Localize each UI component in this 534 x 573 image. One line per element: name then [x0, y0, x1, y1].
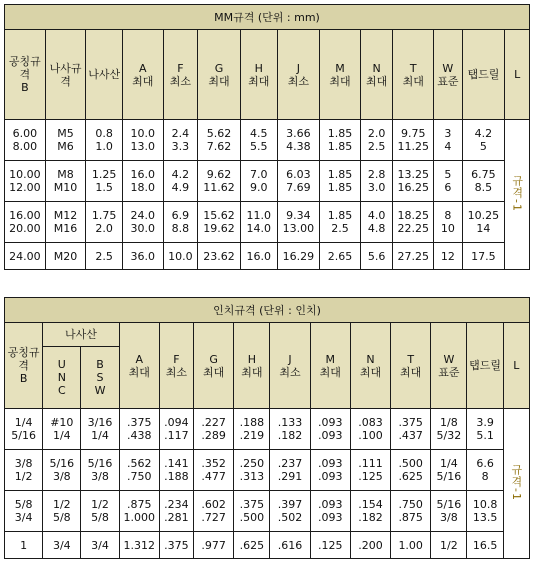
header-tap-drill: 탭드릴 — [467, 323, 503, 409]
table-cell: .093 .093 — [310, 491, 350, 532]
table-cell: .562 .750 — [119, 450, 159, 491]
table-row — [5, 120, 530, 161]
header-tap-drill: 탭드릴 — [462, 30, 505, 120]
table-cell: .133 .182 — [270, 409, 310, 450]
table-cell: .375 — [159, 532, 193, 559]
table-cell: 23.62 — [198, 243, 241, 270]
table-cell: .093 .093 — [310, 450, 350, 491]
table-cell: .602 .727 — [194, 491, 234, 532]
table-cell: 1.312 — [119, 532, 159, 559]
table-cell: 16.00 20.00 — [5, 202, 46, 243]
table-cell: M8 M10 — [45, 161, 86, 202]
table-cell: M12 M16 — [45, 202, 86, 243]
table-cell: 1/2 5/8 — [43, 491, 81, 532]
table-cell: 24.00 — [5, 243, 46, 270]
table-cell: 1/4 5/16 — [431, 450, 467, 491]
table-cell: 5/16 3/8 — [81, 450, 119, 491]
header-a-max: A 최대 — [119, 323, 159, 409]
header-nominal-b: 공칭규격 B — [5, 323, 43, 409]
table-cell: .397 .502 — [270, 491, 310, 532]
mm-table-title: MM규격 (단위 : mm) — [5, 5, 530, 30]
table-cell: .616 — [270, 532, 310, 559]
table-cell: .750 .875 — [391, 491, 431, 532]
table-cell: #10 1/4 — [43, 409, 81, 450]
table-cell: 11.0 14.0 — [240, 202, 277, 243]
table-cell: 1.85 1.85 — [320, 161, 361, 202]
table-cell: 6.9 8.8 — [163, 202, 198, 243]
table-cell: 4.2 5 — [462, 120, 505, 161]
table-cell: 24.0 30.0 — [122, 202, 163, 243]
table-cell: 13.25 16.25 — [393, 161, 434, 202]
table-cell: .875 1.000 — [119, 491, 159, 532]
header-a-max: A 최대 — [122, 30, 163, 120]
header-m-max: M 최대 — [320, 30, 361, 120]
table-cell: 17.5 — [462, 243, 505, 270]
table-cell: 3 4 — [434, 120, 462, 161]
header-t-max: T 최대 — [391, 323, 431, 409]
table-cell: .111 .125 — [350, 450, 390, 491]
table-cell: .625 — [234, 532, 270, 559]
table-cell: 16.5 — [467, 532, 503, 559]
header-thread-group: 나사산 — [43, 323, 119, 347]
table-cell: 36.0 — [122, 243, 163, 270]
table-cell: 5/8 3/4 — [5, 491, 43, 532]
table-cell: 4.5 5.5 — [240, 120, 277, 161]
table-cell: 1 — [5, 532, 43, 559]
table-cell: 9.75 11.25 — [393, 120, 434, 161]
table-cell: 4.2 4.9 — [163, 161, 198, 202]
header-h-max: H 최대 — [240, 30, 277, 120]
table-cell: 3/16 1/4 — [81, 409, 119, 450]
table-cell: 6.03 7.69 — [277, 161, 320, 202]
header-w-std: W 표준 — [434, 30, 462, 120]
table-cell: .237 .291 — [270, 450, 310, 491]
header-m-max: M 최대 — [310, 323, 350, 409]
table-cell: 5.62 7.62 — [198, 120, 241, 161]
mm-spec-table — [4, 4, 530, 270]
table-cell: 3/8 1/2 — [5, 450, 43, 491]
table-cell: 2.4 3.3 — [163, 120, 198, 161]
table-cell: 5 6 — [434, 161, 462, 202]
table-cell: 10.0 13.0 — [122, 120, 163, 161]
table-row — [5, 450, 530, 491]
table-cell: .977 — [194, 532, 234, 559]
l-note: 규격-1 — [510, 174, 524, 212]
table-row — [5, 532, 530, 559]
header-l: L — [503, 323, 529, 409]
table-cell: 5/16 3/8 — [431, 491, 467, 532]
table-cell: .188 .219 — [234, 409, 270, 450]
header-bsw: B S W — [81, 347, 119, 409]
table-cell: 12 — [434, 243, 462, 270]
inch-spec-table — [4, 297, 530, 559]
table-cell: 10.00 12.00 — [5, 161, 46, 202]
table-cell: .375 .438 — [119, 409, 159, 450]
header-n-max: N 최대 — [360, 30, 393, 120]
table-cell: 2.0 2.5 — [360, 120, 393, 161]
table-cell: 5/16 3/8 — [43, 450, 81, 491]
header-g-max: G 최대 — [198, 30, 241, 120]
header-f-min: F 최소 — [159, 323, 193, 409]
header-unc: U N C — [43, 347, 81, 409]
table-cell: 1/8 5/32 — [431, 409, 467, 450]
header-t-max: T 최대 — [393, 30, 434, 120]
table-cell: .083 .100 — [350, 409, 390, 450]
table-cell: 6.75 8.5 — [462, 161, 505, 202]
table-cell: 2.65 — [320, 243, 361, 270]
table-cell: .250 .313 — [234, 450, 270, 491]
table-cell: M5 M6 — [45, 120, 86, 161]
table-cell: 9.62 11.62 — [198, 161, 241, 202]
table-cell: 6.00 8.00 — [5, 120, 46, 161]
table-cell: 2.8 3.0 — [360, 161, 393, 202]
table-cell: 4.0 4.8 — [360, 202, 393, 243]
table-cell: 3/4 — [43, 532, 81, 559]
table-cell: 1/4 5/16 — [5, 409, 43, 450]
table-cell: 3.9 5.1 — [467, 409, 503, 450]
table-cell: 10.8 13.5 — [467, 491, 503, 532]
table-cell: 16.0 18.0 — [122, 161, 163, 202]
table-cell: 8 10 — [434, 202, 462, 243]
table-cell: .227 .289 — [194, 409, 234, 450]
table-row — [5, 491, 530, 532]
table-cell: .141 .188 — [159, 450, 193, 491]
header-j-min: J 최소 — [277, 30, 320, 120]
table-cell: 9.34 13.00 — [277, 202, 320, 243]
table-cell: M20 — [45, 243, 86, 270]
table-cell: 1.25 1.5 — [86, 161, 123, 202]
table-cell: 7.0 9.0 — [240, 161, 277, 202]
header-l: L — [505, 30, 530, 120]
table-cell: .154 .182 — [350, 491, 390, 532]
header-w-std: W 표준 — [431, 323, 467, 409]
table-cell: 1.75 2.0 — [86, 202, 123, 243]
table-row — [5, 243, 530, 270]
table-cell: .125 — [310, 532, 350, 559]
table-cell: 6.6 8 — [467, 450, 503, 491]
table-cell: .375 .500 — [234, 491, 270, 532]
table-row — [5, 161, 530, 202]
table-cell: .500 .625 — [391, 450, 431, 491]
table-cell: 16.29 — [277, 243, 320, 270]
header-f-min: F 최소 — [163, 30, 198, 120]
table-cell: 1.85 2.5 — [320, 202, 361, 243]
table-cell: .352 .477 — [194, 450, 234, 491]
header-thread-pitch: 나사산 — [86, 30, 123, 120]
table-cell: .234 .281 — [159, 491, 193, 532]
inch-table-title: 인치규격 (단위 : 인치) — [5, 298, 530, 323]
table-cell: .375 .437 — [391, 409, 431, 450]
header-nominal-b: 공칭규격 B — [5, 30, 46, 120]
table-cell: 15.62 19.62 — [198, 202, 241, 243]
table-cell: .200 — [350, 532, 390, 559]
table-cell: 27.25 — [393, 243, 434, 270]
table-cell: 16.0 — [240, 243, 277, 270]
table-cell: 1/2 — [431, 532, 467, 559]
table-cell: 2.5 — [86, 243, 123, 270]
table-cell: .094 .117 — [159, 409, 193, 450]
table-row — [5, 409, 530, 450]
table-cell: 1.85 1.85 — [320, 120, 361, 161]
table-cell: 3.66 4.38 — [277, 120, 320, 161]
header-g-max: G 최대 — [194, 323, 234, 409]
l-note-cell — [505, 120, 530, 270]
table-cell: 18.25 22.25 — [393, 202, 434, 243]
table-cell: 1/2 5/8 — [81, 491, 119, 532]
table-cell: 10.25 14 — [462, 202, 505, 243]
header-h-max: H 최대 — [234, 323, 270, 409]
table-cell: 5.6 — [360, 243, 393, 270]
header-thread-spec: 나사규격 — [45, 30, 86, 120]
table-cell: 1.00 — [391, 532, 431, 559]
table-cell: 0.8 1.0 — [86, 120, 123, 161]
header-n-max: N 최대 — [350, 323, 390, 409]
l-note: 규격-1 — [509, 463, 523, 501]
table-row — [5, 202, 530, 243]
table-cell: .093 .093 — [310, 409, 350, 450]
table-cell: 3/4 — [81, 532, 119, 559]
header-j-min: J 최소 — [270, 323, 310, 409]
l-note-cell — [503, 409, 529, 559]
table-cell: 10.0 — [163, 243, 198, 270]
